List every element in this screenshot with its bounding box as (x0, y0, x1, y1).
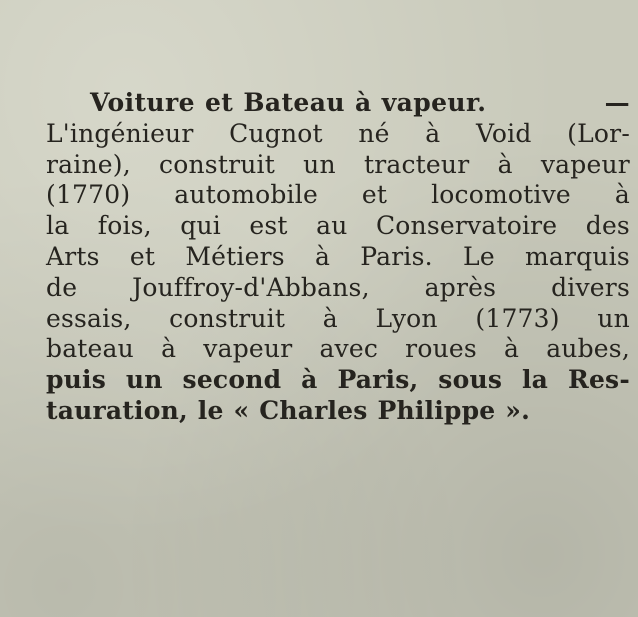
title-dash: — (604, 88, 630, 117)
word: aubes, (546, 334, 630, 364)
text-line-last (46, 396, 630, 427)
word: construit (159, 149, 275, 179)
word: vapeur (540, 149, 630, 179)
word: Arts (46, 241, 100, 271)
word: à (614, 180, 630, 210)
text-line (46, 365, 630, 396)
word: qui (180, 211, 221, 241)
word: (1770) (46, 180, 131, 210)
word: bateau (46, 334, 134, 364)
word: Métiers (185, 241, 285, 271)
text-line (46, 119, 630, 150)
word: raine), (46, 149, 131, 179)
text-line (46, 180, 630, 211)
word: construit (169, 303, 286, 333)
word: Jouffroy-d'Abbans, (132, 272, 370, 302)
word: roues (405, 334, 477, 364)
text-line (46, 150, 630, 181)
body-lines (46, 119, 630, 396)
word: automobile (174, 180, 318, 210)
word: avec (319, 334, 379, 364)
text-line (46, 242, 630, 273)
text-line (46, 334, 630, 365)
text-line (46, 304, 630, 335)
word: un (597, 303, 630, 333)
word: à (314, 241, 331, 271)
word: Void (475, 118, 532, 148)
word: de (46, 272, 78, 302)
word: la (46, 211, 70, 241)
word: essais, (46, 303, 132, 333)
text-last-part2: « Charles Philippe ». (233, 395, 531, 425)
word: Res- (567, 365, 630, 395)
word: est (249, 211, 288, 241)
word: fois, (97, 211, 152, 241)
section-title: Voiture et Bateau à vapeur. (90, 88, 487, 117)
word: Conservatoire (375, 211, 558, 241)
word: vapeur (203, 334, 293, 364)
word: divers (551, 272, 630, 302)
word: après (424, 272, 497, 302)
word: locomotive (431, 180, 571, 210)
word: à (425, 118, 441, 148)
text-last-part1: tauration, le (46, 395, 224, 425)
word: Paris. (360, 241, 433, 271)
text-line (46, 211, 630, 242)
word: sous (438, 365, 503, 395)
word: un (303, 149, 336, 179)
word: (1773) (475, 303, 560, 333)
word: né (358, 118, 390, 148)
paragraph (46, 88, 630, 427)
word: à (497, 149, 513, 179)
word: tracteur (363, 149, 470, 179)
word: à (161, 334, 177, 364)
word: Lyon (375, 303, 438, 333)
word: à (504, 334, 520, 364)
word: des (585, 211, 630, 241)
word: L'ingénieur (46, 118, 194, 148)
word: Paris, (337, 365, 419, 395)
word: à (322, 303, 338, 333)
text-line (46, 273, 630, 304)
word: et (129, 241, 156, 271)
word: à (301, 365, 318, 395)
word: au (316, 211, 348, 241)
word: second (182, 365, 282, 395)
word: puis (46, 365, 107, 395)
word: un (125, 365, 163, 395)
word: (Lor- (567, 118, 630, 148)
heading-line (46, 88, 630, 119)
word: Le (463, 241, 495, 271)
word: Cugnot (229, 118, 323, 148)
word: la (521, 365, 549, 395)
word: et (361, 180, 388, 210)
word: marquis (525, 241, 630, 271)
